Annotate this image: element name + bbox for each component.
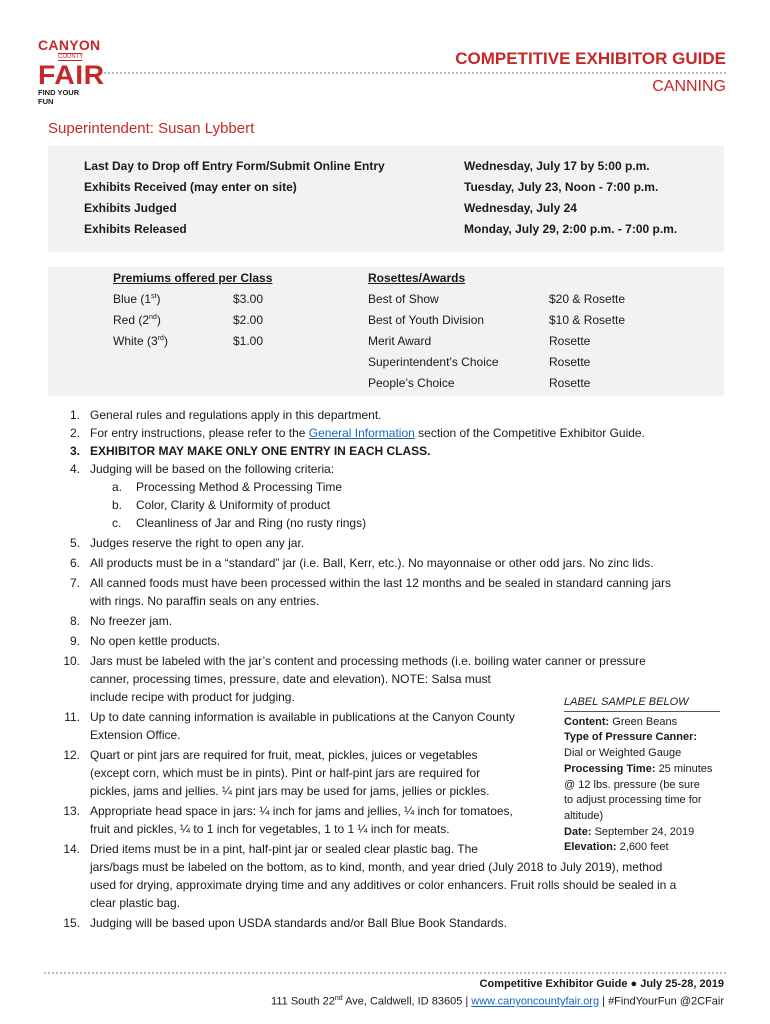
label-elevation: Elevation: 2,600 feet [564,841,669,854]
criteria-item: c. Cleanliness of Jar and Ring (no rusty rings) [112,516,367,530]
page-title: COMPETITIVE EXHIBITOR GUIDE [455,49,726,68]
label-time-line: to adjust processing time for [564,794,702,807]
award-prize: Rosette [549,355,591,369]
rule-item: 12. Quart or pint jars are required for fruit, meat, pickles, juices or vegetables (except corn, which must be in pints). Pint or half-pint jars are required for pickles, jams and jellies. ¼ pint jars may be used for jams, jellies or pickles. [63,748,490,798]
award-prize: $20 & Rosette [549,292,626,306]
criteria-list [90,478,728,532]
label-type-value: Dial or Weighted Gauge [564,747,682,760]
premium-amount: $3.00 [233,292,264,306]
label-time-line: altitude) [564,809,604,822]
award-name: People’s Choice [368,376,455,390]
schedule-label: Last Day to Drop off Entry Form/Submit Online Entry [84,159,385,173]
rule-item: 11. Up to date canning information is available in publications at the Canyon County Extension Office. [64,710,515,742]
footer-contact: 111 South 22nd Ave, Caldwell, ID 83605 | www.canyoncountyfair.org | #FindYourFun @2CFair [271,995,724,1008]
award-name: Best of Show [368,292,439,306]
schedule-label: Exhibits Released [84,222,187,236]
schedule-box [48,146,724,252]
premiums-heading: Premiums offered per Class [113,271,273,285]
award-name: Merit Award [368,334,432,348]
award-prize: Rosette [549,376,591,390]
schedule-value: Wednesday, July 24 [464,201,577,215]
premium-amount: $2.00 [233,313,264,327]
label-time-line: @ 12 lbs. pressure (be sure [564,778,700,791]
schedule-label: Exhibits Judged [84,201,177,215]
schedule-value: Monday, July 29, 2:00 p.m. - 7:00 p.m. [464,222,678,236]
rule-item: 1. General rules and regulations apply in this department. [69,408,382,422]
premium-place: Red (2nd) [113,313,161,327]
rule-item: 8. No freezer jam. [69,614,173,628]
award-name: Superintendent’s Choice [368,355,499,369]
footer-guide-dates: Competitive Exhibitor Guide ● July 25-28, 2019 [479,978,724,990]
criteria-item: b. Color, Clarity & Uniformity of product [112,498,331,512]
label-content: Content: Green Beans [564,715,678,728]
rule-item: 14. Dried items must be in a pint, half-pint jar or sealed clear plastic bag. The jars/bags must be labeled on the bottom, as to kind, month, and year dried (July 2018 to July 2019), method used for drying, approximate drying time and any additives or color enhancers. Fruit rolls should be sealed in a clear plastic bag. [63,842,677,910]
schedule-value: Wednesday, July 17 by 5:00 p.m. [464,159,650,173]
premium-amount: $1.00 [233,334,264,348]
rule-item: 5. Judges reserve the right to open any jar. [69,536,305,550]
schedule-value: Tuesday, July 23, Noon - 7:00 p.m. [464,180,659,194]
rule-item: 13. Appropriate head space in jars: ¼ inch for jams and jellies, ¼ inch for tomatoes, fruit and pickles, ¼ to 1 inch for vegetables, 1 to 1 ¼ inch for meats. [63,804,513,836]
general-information-link[interactable]: General Information [308,426,415,440]
label-sample-heading: LABEL SAMPLE BELOW [564,695,720,712]
premium-place: White (3rd) [113,334,168,348]
label-time: Processing Time: 25 minutes [564,762,713,775]
footer-divider [44,972,726,974]
premiums-box [48,267,724,396]
logo-line-county: COUNTY [58,54,84,60]
award-name: Best of Youth Division [368,313,485,327]
rule-item: 4. Judging will be based on the following criteria: a. Processing Method & Processing Time b. Color, Clarity & Uniformity of product c. Cleanliness of Jar and Ring (no rusty rings) [48,460,728,532]
rule-item: 6. All products must be in a “standard” jar (i.e. Ball, Kerr, etc.). No mayonnaise or other odd jars. No zinc lids. [69,556,654,570]
award-prize: Rosette [549,334,591,348]
rosettes-heading: Rosettes/Awards [368,271,466,285]
logo-line-fair: FAIR [38,60,105,90]
rule-item: 3. EXHIBITOR MAY MAKE ONLY ONE ENTRY IN EACH CLASS. [69,444,431,458]
award-prize: $10 & Rosette [549,313,626,327]
rule-item: 7. All canned foods must have been processed within the last 12 months and be sealed in standard canning jars with rings. No paraffin seals on any entries. [69,576,672,608]
label-sample [564,695,720,856]
superintendent-name: Superintendent: Susan Lybbert [48,120,255,137]
criteria-item: a. Processing Method & Processing Time [112,480,343,494]
premium-place: Blue (1st) [113,292,161,306]
rule-item: 9. No open kettle products. [69,634,221,648]
schedule-label: Exhibits Received (may enter on site) [84,180,297,194]
header-divider [104,72,726,74]
logo-line-tagline: FIND YOUR FUN [38,88,80,106]
canyon-county-fair-logo [38,37,105,106]
page-subtitle: CANNING [652,78,726,95]
website-link[interactable]: www.canyoncountyfair.org [471,995,600,1008]
label-date: Date: September 24, 2019 [564,825,695,838]
rule-item: 10. Jars must be labeled with the jar’s content and processing methods (i.e. boiling water canner or pressure canner, processing times, pressure, date and elevation). NOTE: Salsa must include recipe with product for judging. [63,654,646,704]
logo-line-canyon: CANYON [38,37,101,53]
rule-item: 15. Judging will be based upon USDA standards and/or Ball Blue Book Standards. [63,916,507,930]
rule-item: 2. For entry instructions, please refer to the General Information section of the Competitive Exhibitor Guide. [69,426,645,440]
label-type-key: Type of Pressure Canner: [564,731,698,744]
